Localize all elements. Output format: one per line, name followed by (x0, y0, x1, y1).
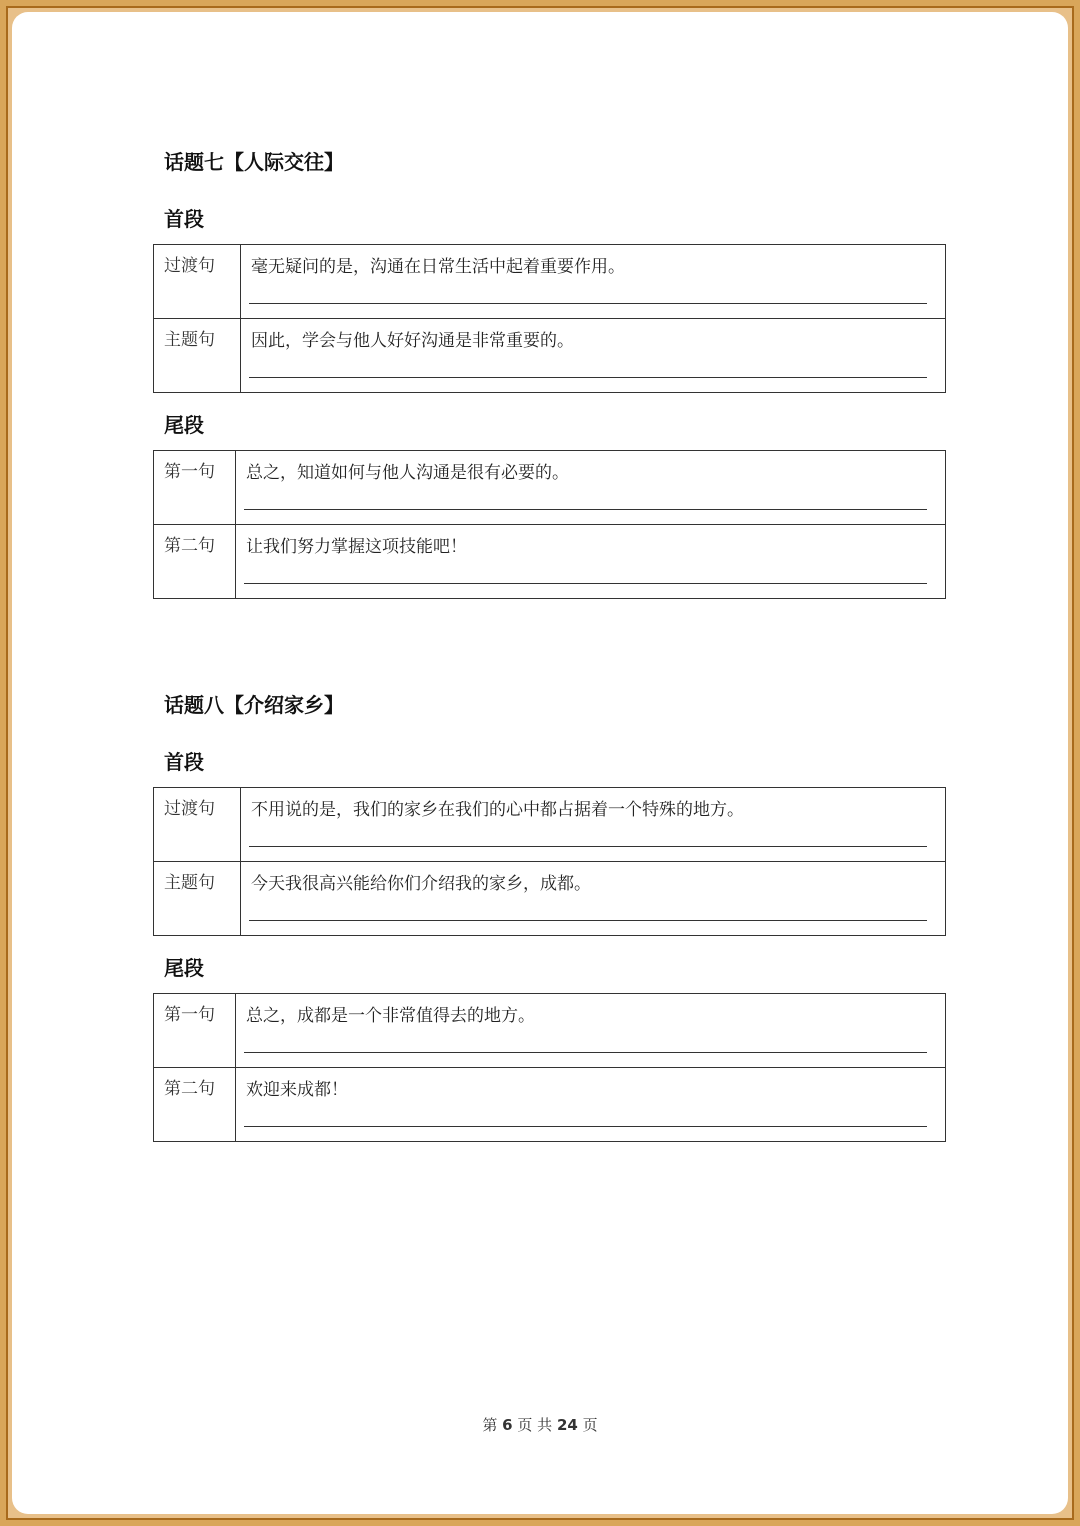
sentence-cell (236, 994, 946, 1068)
section-label-opening: 首段 (164, 750, 204, 774)
closing-table (153, 993, 946, 1142)
writing-line (249, 846, 927, 847)
sentence-text: 总之，知道如何与他人沟通是很有必要的。 (246, 463, 569, 483)
section-label-opening: 首段 (164, 207, 204, 231)
writing-line (244, 1052, 927, 1053)
sentence-label: 第一句 (154, 994, 236, 1068)
topic-title: 话题八【介绍家乡】 (164, 693, 344, 717)
sentence-cell (236, 525, 946, 599)
sentence-text: 总之，成都是一个非常值得去的地方。 (246, 1006, 535, 1026)
opening-table (153, 787, 946, 936)
table-row (154, 1068, 946, 1142)
sentence-text: 让我们努力掌握这项技能吧！ (246, 537, 467, 557)
closing-table (153, 450, 946, 599)
sentence-label: 过渡句 (154, 788, 241, 862)
table-row (154, 451, 946, 525)
sentence-cell (241, 245, 946, 319)
table-row (154, 245, 946, 319)
sentence-label: 第二句 (154, 1068, 236, 1142)
page-frame-inner (6, 6, 1074, 1520)
sentence-cell (236, 451, 946, 525)
writing-line (249, 377, 927, 378)
sentence-cell (241, 862, 946, 936)
sentence-cell (241, 319, 946, 393)
page-number-footer (12, 1414, 1068, 1435)
writing-line (249, 920, 927, 921)
sentence-label: 第一句 (154, 451, 236, 525)
table-row (154, 319, 946, 393)
writing-line (244, 583, 927, 584)
sentence-label: 主题句 (154, 862, 241, 936)
sentence-label: 第二句 (154, 525, 236, 599)
sentence-cell (241, 788, 946, 862)
sentence-text: 毫无疑问的是，沟通在日常生活中起着重要作用。 (251, 257, 625, 277)
sentence-text: 欢迎来成都！ (246, 1080, 348, 1100)
document-page (12, 12, 1068, 1514)
footer-pre: 第 (482, 1416, 498, 1434)
sentence-text: 今天我很高兴能给你们介绍我的家乡，成都。 (251, 874, 591, 894)
current-page-number: 6 (502, 1416, 513, 1434)
section-label-closing: 尾段 (164, 413, 204, 437)
writing-line (244, 1126, 927, 1127)
sentence-text: 不用说的是，我们的家乡在我们的心中都占据着一个特殊的地方。 (251, 800, 744, 820)
table-row (154, 788, 946, 862)
total-page-number: 24 (556, 1416, 578, 1434)
section-label-closing: 尾段 (164, 956, 204, 980)
sentence-cell (236, 1068, 946, 1142)
table-row (154, 994, 946, 1068)
opening-table (153, 244, 946, 393)
sentence-label: 过渡句 (154, 245, 241, 319)
writing-line (244, 509, 927, 510)
footer-mid: 页 共 (517, 1416, 553, 1434)
table-row (154, 525, 946, 599)
sentence-text: 因此，学会与他人好好沟通是非常重要的。 (251, 331, 574, 351)
topic-title: 话题七【人际交往】 (164, 150, 344, 174)
table-row (154, 862, 946, 936)
writing-line (249, 303, 927, 304)
sentence-label: 主题句 (154, 319, 241, 393)
footer-post: 页 (582, 1416, 598, 1434)
